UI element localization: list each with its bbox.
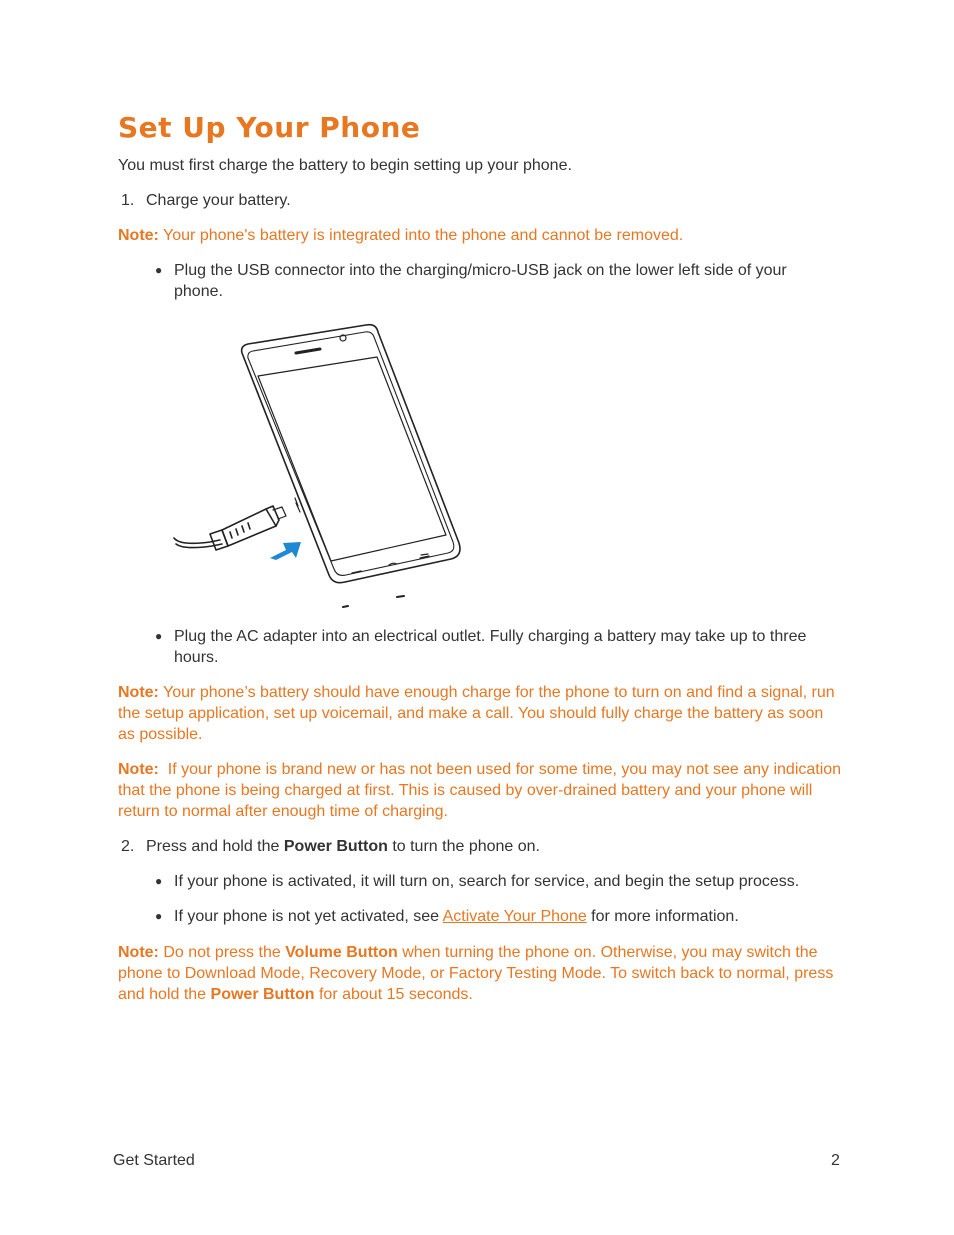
volume-button-label: Volume Button xyxy=(285,944,398,961)
bullet-dot-icon: ● xyxy=(155,263,163,277)
note-label: Note: xyxy=(118,944,159,961)
note-battery-charge xyxy=(118,682,843,745)
bullet-dot-icon: ● xyxy=(155,874,163,888)
note-label: Note: xyxy=(118,227,159,244)
power-button-label: Power Button xyxy=(283,838,388,855)
phone-charging-illustration xyxy=(170,320,470,612)
note-text: Your phone's battery is integrated into the phone and cannot be removed. xyxy=(158,227,684,244)
note-text: If your phone is brand new or has not been used for some time, you may not see any indication that the phone is being charged at first. This is caused by over-drained battery and your phone will return to normal after enough time of charging. xyxy=(118,761,846,820)
step-1-number: 1. xyxy=(121,192,135,209)
step-2-post: to turn the phone on. xyxy=(387,838,540,855)
bullet-text xyxy=(174,906,835,927)
bullet-usb xyxy=(155,260,835,302)
bullet-dot-icon: ● xyxy=(155,629,163,643)
power-button-label: Power Button xyxy=(210,986,315,1003)
bullet-text: Plug the AC adapter into an electrical outlet. Fully charging a battery may take up to three hours. xyxy=(174,628,807,666)
footer-page-number: 2 xyxy=(831,1152,840,1169)
bullet-pre: If your phone is not yet activated, see xyxy=(174,908,443,925)
note-label: Note: xyxy=(118,684,159,701)
step-2 xyxy=(118,836,843,857)
activate-your-phone-link[interactable]: Activate Your Phone xyxy=(442,908,587,925)
bullet-not-activated xyxy=(155,906,835,927)
note-text-1: Do not press the xyxy=(158,944,286,961)
note-battery-integrated xyxy=(118,225,843,246)
note-label: Note: xyxy=(118,761,159,778)
intro-text: You must first charge the battery to begin setting up your phone. xyxy=(118,157,572,174)
page-title: Set Up Your Phone xyxy=(118,111,421,144)
bullet-dot-icon: ● xyxy=(155,909,163,923)
step-1-text: Charge your battery. xyxy=(146,192,291,209)
step-1 xyxy=(118,190,843,211)
step-2-pre: Press and hold the xyxy=(146,838,284,855)
bullet-activated xyxy=(155,871,835,892)
bullet-text: If your phone is activated, it will turn on, search for service, and begin the setup process. xyxy=(174,873,800,890)
step-2-number: 2. xyxy=(121,838,135,855)
note-brand-new xyxy=(118,759,846,822)
note-text-3: for about 15 seconds. xyxy=(314,986,473,1003)
bullet-text: Plug the USB connector into the charging/micro-USB jack on the lower left side of your phone. xyxy=(174,262,787,300)
note-text-2: when turning the phone on. Otherwise, you may switch the phone to Download Mode, Recovery Mode, or Factory Testing Mode. To switch back to normal, press and hold the xyxy=(118,944,834,1003)
note-volume-button xyxy=(118,942,843,1005)
bullet-ac-adapter xyxy=(155,626,835,668)
note-text: Your phone’s battery should have enough charge for the phone to turn on and find a signal, run the setup application, set up voicemail, and make a call. You should fully charge the battery as soon as possible. xyxy=(118,684,835,743)
insert-arrow-icon xyxy=(270,542,301,560)
footer-section-name: Get Started xyxy=(113,1152,195,1169)
bullet-post: for more information. xyxy=(586,908,739,925)
